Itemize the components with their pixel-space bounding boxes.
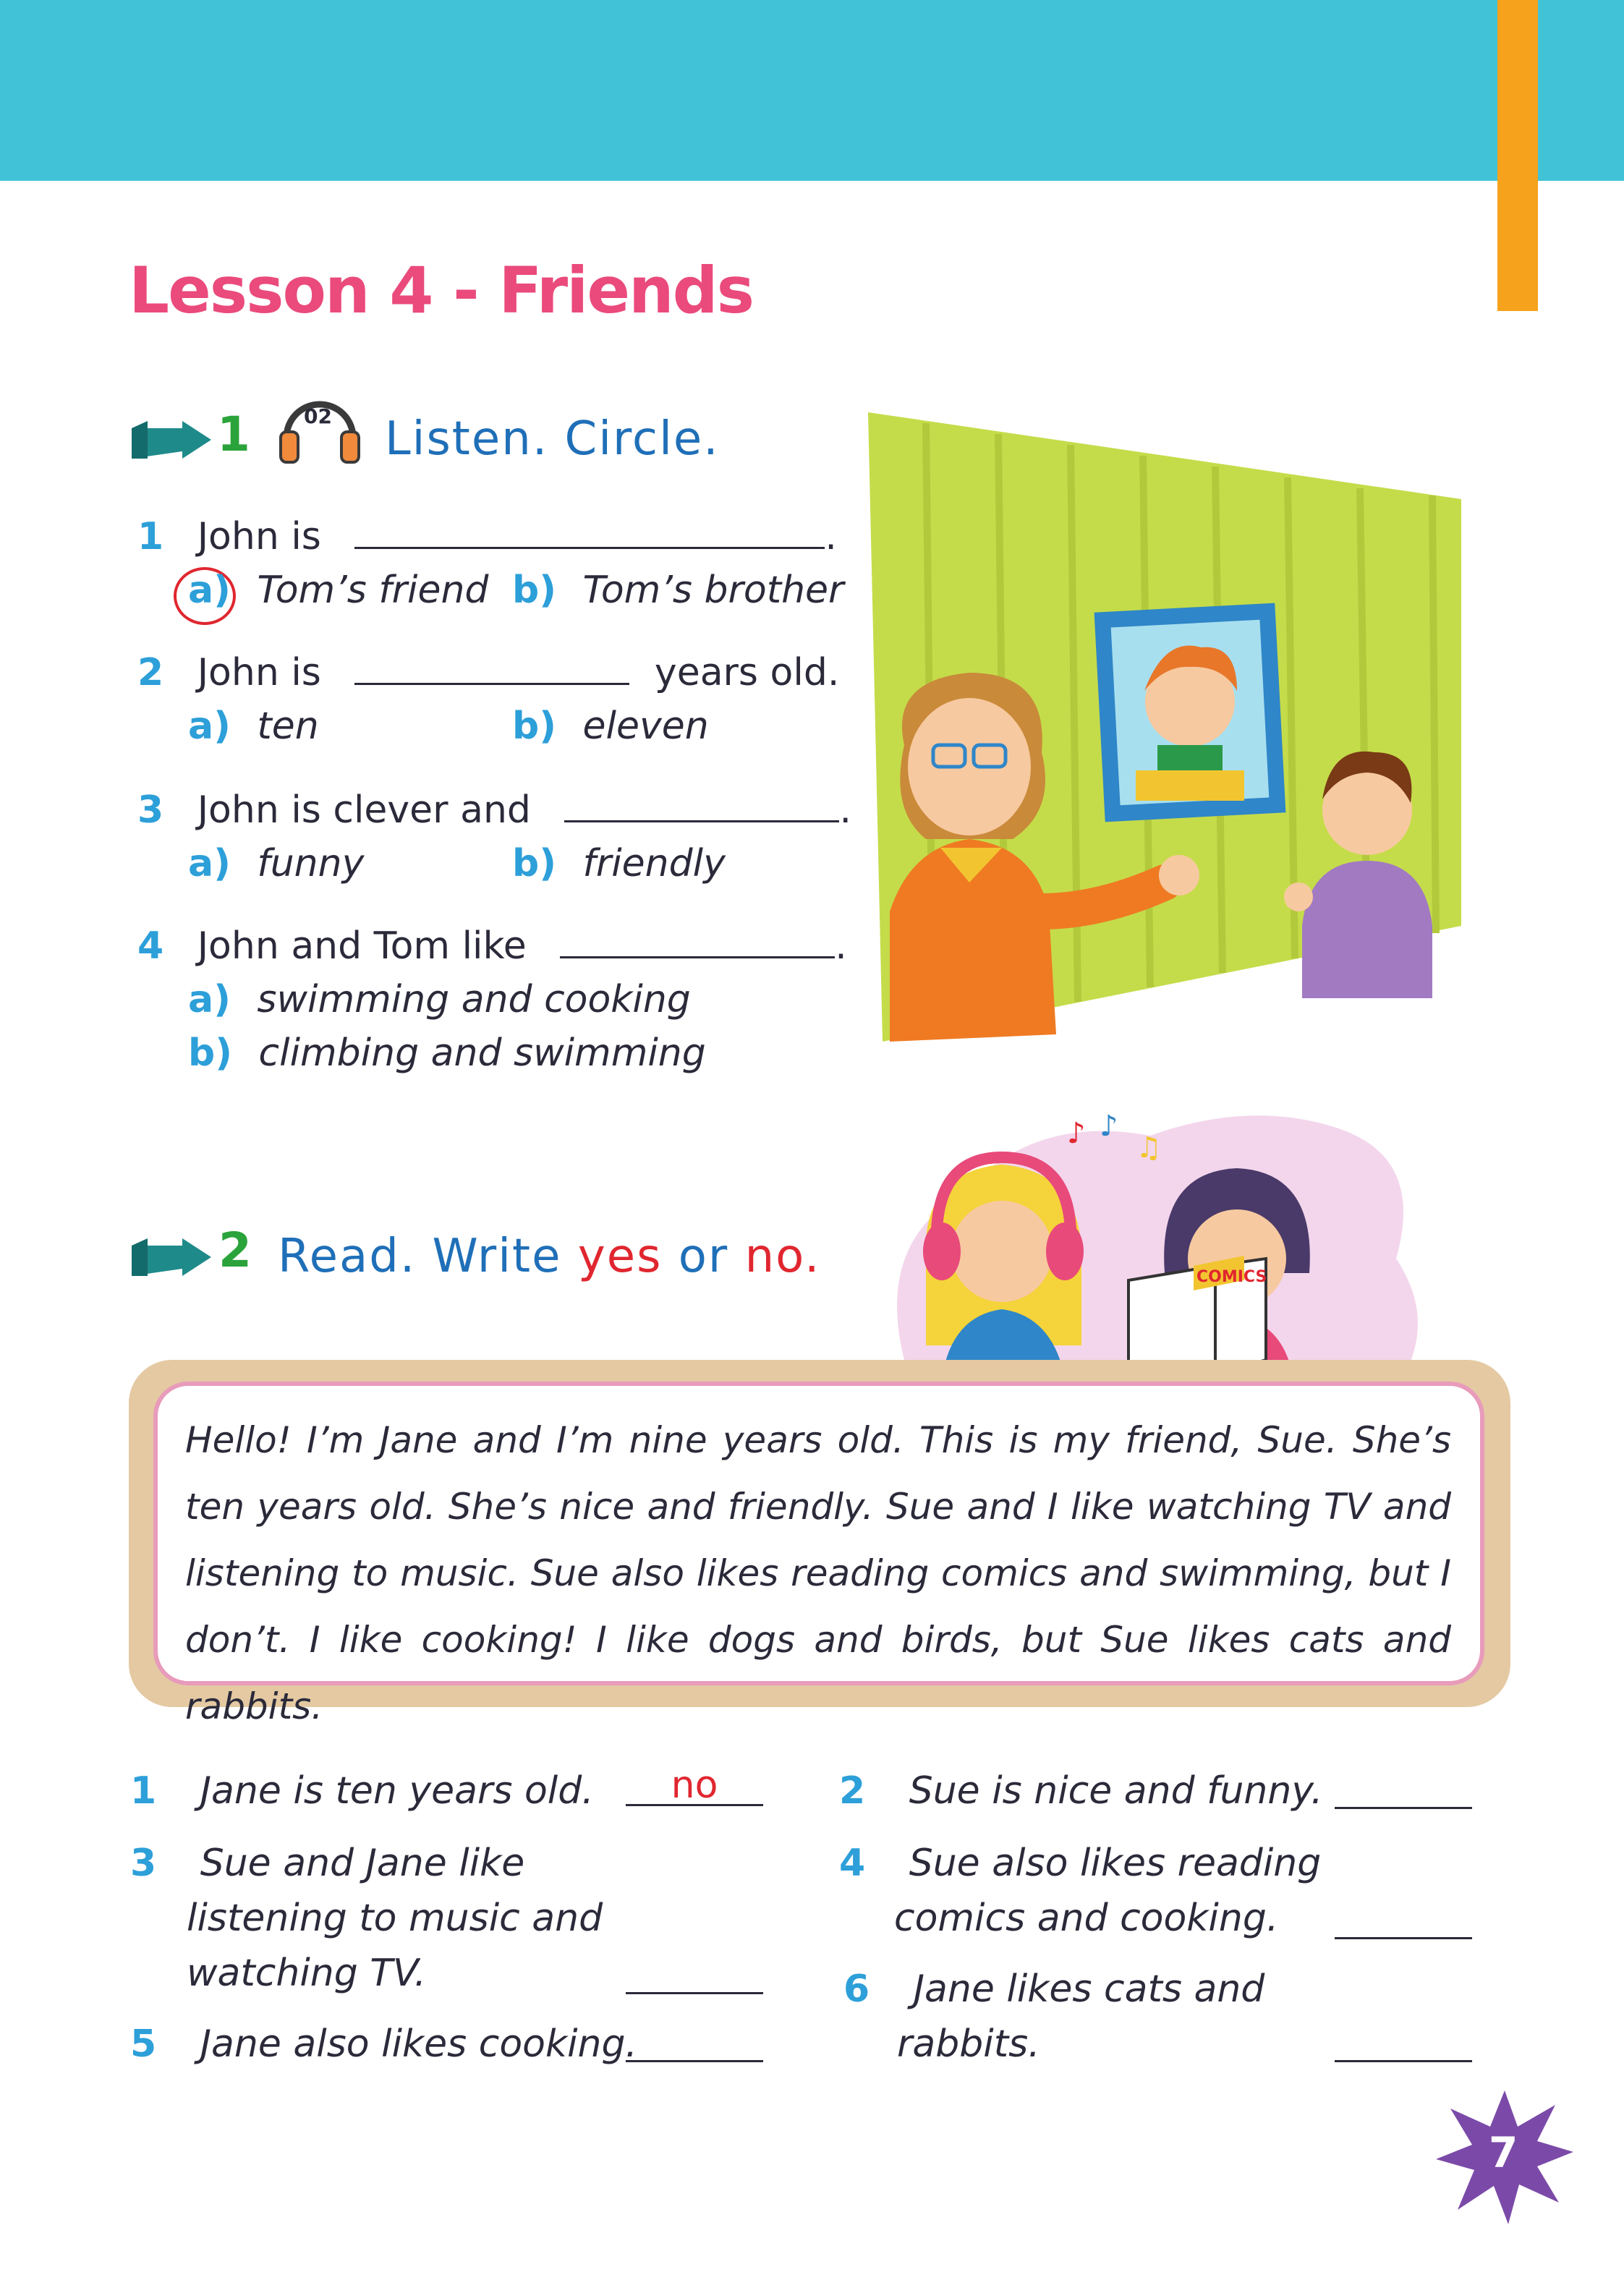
comics-label: COMICS — [1196, 1268, 1267, 1286]
option-1b[interactable] — [512, 569, 843, 612]
question-text: John and Tom like — [197, 924, 527, 968]
option-3b[interactable] — [512, 842, 726, 885]
question-end: years old. — [654, 651, 840, 694]
statement-text: Jane likes cats and — [913, 1967, 1265, 2011]
svg-text:♪: ♪ — [1067, 1117, 1086, 1150]
answer-field-1[interactable]: no — [626, 1769, 763, 1806]
exercise-2-number: 2 — [218, 1222, 252, 1278]
statement-number: 6 — [843, 1967, 870, 2011]
portrait-frame — [1094, 603, 1286, 822]
exercise-1-title: Listen. Circle. — [385, 412, 720, 466]
answer-blank — [560, 923, 835, 958]
answer-blank — [354, 650, 629, 685]
edge-tab — [1497, 0, 1538, 311]
question-end: . — [835, 924, 847, 968]
answer-field-6[interactable] — [1335, 2025, 1472, 2062]
svg-text:♪: ♪ — [1100, 1110, 1118, 1143]
option-text: climbing and swimming — [258, 1031, 706, 1075]
statement-number: 5 — [130, 2022, 157, 2066]
option-letter: b) — [512, 842, 556, 885]
statement-number: 3 — [130, 1842, 157, 1885]
option-1a[interactable] — [188, 569, 488, 612]
option-letter: b) — [512, 569, 556, 612]
top-banner — [0, 0, 1624, 181]
lesson-title: Lesson 4 - Friends — [129, 253, 754, 328]
question-text: John is — [197, 515, 321, 558]
option-letter: a) — [188, 569, 231, 612]
exercise-2-title — [278, 1230, 821, 1283]
title-no: no. — [744, 1230, 821, 1283]
answer-blank — [354, 514, 825, 549]
option-text: friendly — [582, 842, 726, 885]
statement-number: 4 — [839, 1842, 866, 1885]
option-letter: b) — [188, 1031, 232, 1075]
statement-text: Jane also likes cooking. — [200, 2022, 638, 2066]
question-2 — [137, 650, 839, 694]
option-3a[interactable] — [188, 842, 364, 885]
headphones-icon[interactable] — [276, 387, 363, 467]
answer-field-2[interactable] — [1335, 1772, 1472, 1809]
option-text: ten — [257, 705, 319, 748]
statement-text: Jane is ten years old. — [200, 1769, 594, 1813]
statement-6-line-2: rabbits. — [897, 2022, 1040, 2066]
option-letter: a) — [188, 978, 231, 1021]
question-4 — [137, 923, 847, 968]
question-end: . — [839, 788, 851, 832]
statement-number: 1 — [130, 1769, 157, 1813]
svg-text:♫: ♫ — [1136, 1131, 1162, 1165]
girls-comics-illustration — [875, 1085, 1440, 1389]
statement-1 — [130, 1769, 594, 1813]
answer-blank — [564, 787, 839, 822]
statement-4 — [839, 1842, 1321, 1885]
title-or: or — [678, 1230, 729, 1283]
statement-3-line-2: listening to music and — [187, 1897, 603, 1940]
question-number: 3 — [137, 788, 164, 832]
title-yes: yes — [577, 1230, 663, 1283]
track-number: 02 — [304, 404, 332, 428]
friends-classroom-illustration — [861, 405, 1468, 1056]
statement-5 — [130, 2022, 637, 2066]
question-text: John is clever and — [197, 788, 531, 832]
question-number: 4 — [137, 924, 164, 968]
statement-6 — [843, 1967, 1264, 2011]
exercise-marker-icon — [132, 1238, 211, 1276]
statement-number: 2 — [839, 1769, 866, 1813]
statement-4-line-2: comics and cooking. — [894, 1897, 1279, 1940]
option-letter: b) — [512, 705, 556, 748]
statement-2 — [839, 1769, 1323, 1813]
option-4a[interactable] — [188, 978, 691, 1021]
statement-3 — [130, 1842, 524, 1885]
reading-text: Hello! I’m Jane and I’m nine years old. This is my friend, Sue. She’s ten years old. She’s nice and friendly. Sue and I like watching TV and listening to music. Sue also likes reading comics and swimming, but I don’t. I like cooking! I like dogs and birds, but Sue likes cats and rabbits. — [185, 1419, 1451, 1727]
option-text: funny — [257, 842, 365, 885]
statement-3-line-3: watching TV. — [187, 1952, 427, 1995]
exercise-1-number: 1 — [217, 407, 250, 462]
question-end: . — [825, 515, 837, 558]
question-1 — [137, 514, 837, 558]
answer-field-5[interactable] — [626, 2025, 763, 2062]
statement-text: Sue is nice and funny. — [909, 1769, 1323, 1813]
statement-text: Sue and Jane like — [200, 1842, 525, 1885]
option-2a[interactable] — [188, 705, 319, 748]
statement-text: Sue also likes reading — [909, 1842, 1322, 1885]
question-3 — [137, 787, 851, 832]
option-text: eleven — [582, 705, 709, 748]
question-number: 1 — [137, 515, 164, 558]
question-text: John is — [197, 651, 321, 694]
option-letter: a) — [188, 705, 231, 748]
title-text: Read. Write — [278, 1230, 562, 1283]
option-2b[interactable] — [512, 705, 709, 748]
option-text: swimming and cooking — [257, 978, 691, 1021]
option-letter: a) — [188, 842, 231, 885]
exercise-marker-icon — [132, 421, 211, 459]
option-text: Tom’s friend — [257, 569, 489, 612]
option-4b[interactable] — [188, 1031, 706, 1075]
option-text: Tom’s brother — [582, 569, 844, 612]
question-number: 2 — [137, 651, 164, 694]
answer-field-4[interactable] — [1335, 1902, 1472, 1939]
page-number: 7 — [1489, 2128, 1518, 2177]
answer-field-3[interactable] — [626, 1957, 763, 1994]
